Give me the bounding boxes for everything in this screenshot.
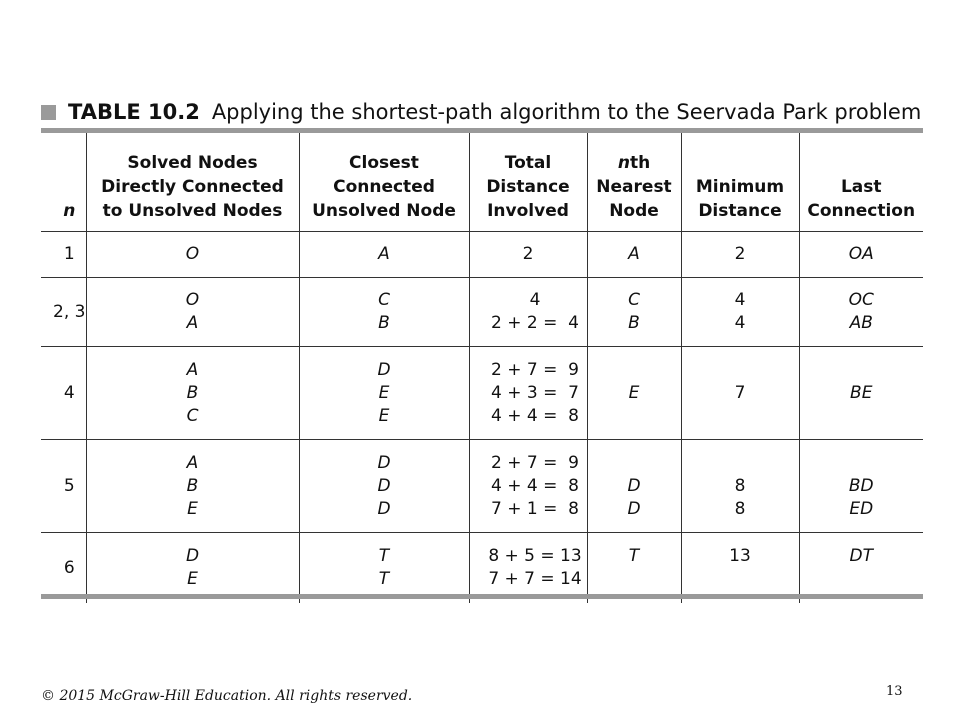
cell-min: [681, 232, 799, 278]
cell-min-lines: [682, 243, 799, 266]
cell-solved-value: O: [185, 244, 200, 264]
cell-closest-lines: [300, 452, 469, 521]
cell-solved-value: A: [186, 452, 199, 473]
cell-total: [469, 347, 587, 440]
header-closest-line: Unsolved Node: [312, 201, 456, 221]
cell-closest: [299, 278, 469, 347]
cell-total-lines: [484, 359, 587, 428]
cell-total-value: 8 + 5 = 13: [488, 546, 582, 566]
bottom-rule: [41, 594, 923, 599]
cell-nth-value: E: [628, 382, 640, 403]
cell-solved-lines: [87, 452, 299, 521]
header-nth-line: nth: [617, 153, 651, 173]
cell-closest-lines: [300, 289, 469, 335]
cell-n: 2, 3: [41, 278, 86, 347]
cell-nth-lines: [588, 382, 681, 405]
header-solved-line: to Unsolved Nodes: [102, 201, 283, 221]
cell-nth-value: D: [627, 475, 641, 496]
header-row: [41, 133, 923, 232]
cell-last: [799, 347, 923, 440]
cell-solved-value: A: [186, 359, 199, 380]
cell-closest-value: D: [377, 452, 391, 473]
cell-last-value: DT: [849, 546, 873, 566]
cell-closest: [299, 232, 469, 278]
cell-solved-value: E: [187, 498, 198, 519]
cell-last: [799, 440, 923, 533]
cell-solved-value: C: [186, 405, 199, 426]
cell-total: [469, 440, 587, 533]
cell-n: 6: [41, 533, 86, 604]
cell-n: 5: [41, 440, 86, 533]
cell-nth: [587, 347, 681, 440]
cell-closest-value: D: [377, 498, 391, 519]
header-closest-line: Closest: [349, 153, 419, 173]
cell-min-value: 4: [734, 313, 746, 333]
header-min-line: Minimum: [695, 177, 785, 197]
cell-n: 4: [41, 347, 86, 440]
cell-total-value: 4 + 3 = 7: [491, 382, 579, 403]
cell-closest: [299, 347, 469, 440]
cell-nth-value: C: [628, 290, 640, 310]
cell-nth-value: A: [628, 244, 640, 264]
cell-min-value: 8: [734, 498, 746, 519]
cell-solved: [86, 232, 299, 278]
cell-solved-lines: [87, 243, 299, 266]
cell-closest: [299, 533, 469, 604]
cell-solved-value: O: [185, 290, 200, 310]
cell-min-lines: [682, 289, 799, 335]
cell-closest-lines: [300, 545, 469, 591]
cell-last-value: BE: [850, 382, 873, 403]
cell-min: [681, 440, 799, 533]
cell-solved: [86, 347, 299, 440]
cell-min-lines: [682, 475, 799, 521]
table-body: [41, 232, 923, 604]
header-nth-italic-n: n: [617, 153, 630, 173]
cell-closest-value: A: [378, 244, 390, 264]
cell-nth: [587, 440, 681, 533]
cell-closest-lines: [300, 359, 469, 428]
header-min: [681, 133, 799, 232]
header-n: [41, 133, 86, 232]
cell-solved-value: D: [185, 546, 200, 566]
cell-total-value: 2: [522, 244, 534, 264]
cell-min: [681, 533, 799, 604]
page-number: 13: [886, 684, 903, 699]
header-n-line: n: [63, 201, 76, 221]
cell-nth-value: D: [627, 498, 641, 519]
cell-min-lines: [682, 382, 799, 405]
header-last-line: Last: [840, 177, 882, 197]
header-total-line: Involved: [487, 201, 569, 221]
header-total-line: Distance: [486, 177, 570, 197]
cell-n: 1: [41, 232, 86, 278]
cell-solved: [86, 533, 299, 604]
cell-last-lines: [800, 382, 924, 405]
cell-total-value: 4 + 4 = 8: [491, 405, 579, 426]
header-min-line: Distance: [698, 201, 782, 221]
cell-closest-value: T: [378, 546, 390, 566]
cell-solved-value: E: [187, 569, 198, 589]
cell-nth-value: T: [628, 546, 640, 566]
cell-closest-value: T: [378, 569, 390, 589]
cell-min-value: 7: [734, 382, 746, 403]
cell-closest-value: D: [377, 475, 391, 496]
table-row: [41, 278, 923, 347]
cell-solved-lines: [87, 359, 299, 428]
cell-closest-value: E: [378, 382, 390, 403]
cell-total-value: 4 + 4 = 8: [491, 475, 579, 496]
square-bullet-icon: [41, 105, 56, 120]
header-closest-line: Connected: [333, 177, 435, 197]
cell-solved: [86, 440, 299, 533]
table-row: [41, 440, 923, 533]
cell-total-lines: [484, 289, 587, 335]
cell-total-value: 7 + 1 = 8: [491, 498, 579, 519]
cell-solved-value: B: [186, 475, 199, 496]
cell-nth-value: B: [628, 313, 640, 333]
cell-total-lines: [484, 545, 587, 591]
cell-min-value: 4: [734, 290, 746, 310]
cell-total-value: 4: [529, 290, 541, 310]
cell-nth-lines: [588, 289, 681, 335]
cell-closest-value: D: [377, 359, 391, 380]
cell-closest: [299, 440, 469, 533]
cell-last-lines: [800, 475, 924, 521]
cell-last-value: AB: [849, 313, 873, 333]
cell-last: [799, 232, 923, 278]
cell-last-lines: [800, 289, 924, 335]
header-nth: [587, 133, 681, 232]
copyright-notice: © 2015 McGraw-Hill Education. All rights reserved.: [41, 688, 413, 704]
cell-total-value: 7 + 7 = 14: [488, 569, 582, 589]
cell-last-value: OC: [848, 290, 874, 310]
cell-nth-lines: [588, 475, 681, 521]
cell-total-value: 2 + 2 = 4: [491, 313, 579, 333]
table-row: [41, 232, 923, 278]
header-closest: [299, 133, 469, 232]
shortest-path-table: [41, 133, 923, 603]
cell-min: [681, 347, 799, 440]
cell-solved: [86, 278, 299, 347]
table-caption: Applying the shortest-path algorithm to the Seervada Park problem: [211, 100, 922, 124]
header-total-line: Total: [504, 153, 552, 173]
cell-min-value: 13: [729, 546, 751, 566]
cell-last-value: BD: [848, 475, 874, 496]
cell-closest-value: B: [378, 313, 390, 333]
cell-solved-lines: [87, 545, 299, 591]
cell-last: [799, 278, 923, 347]
cell-last-value: OA: [848, 244, 874, 264]
cell-last-lines: [800, 243, 924, 266]
cell-total-lines: [470, 243, 587, 266]
header-last: [799, 133, 923, 232]
cell-min-lines: [682, 545, 799, 568]
cell-nth: [587, 232, 681, 278]
header-solved-line: Directly Connected: [101, 177, 284, 197]
header-solved-line: Solved Nodes: [127, 153, 258, 173]
cell-closest-value: E: [378, 405, 390, 426]
cell-closest-lines: [300, 243, 469, 266]
header-nth-line: Nearest: [596, 177, 672, 197]
cell-total: [469, 278, 587, 347]
cell-solved-value: B: [186, 382, 199, 403]
cell-last-lines: [800, 545, 924, 568]
cell-min-value: 8: [734, 475, 746, 496]
cell-nth: [587, 278, 681, 347]
cell-total: [469, 533, 587, 604]
cell-total-value: 2 + 7 = 9: [491, 359, 579, 380]
cell-solved-value: A: [186, 313, 199, 333]
cell-nth-lines: [588, 243, 681, 266]
cell-min-value: 2: [734, 244, 746, 264]
cell-closest-value: C: [378, 290, 390, 310]
table-row: [41, 347, 923, 440]
cell-total: [469, 232, 587, 278]
cell-total-lines: [484, 452, 587, 521]
table-title-bar: [41, 96, 923, 128]
cell-last-value: ED: [849, 498, 874, 519]
header-total: [469, 133, 587, 232]
table-row: [41, 533, 923, 604]
header-last-line: Connection: [807, 201, 916, 221]
header-nth-line: Node: [609, 201, 659, 221]
cell-total-value: 2 + 7 = 9: [491, 452, 579, 473]
header-solved: [86, 133, 299, 232]
table-number: TABLE 10.2: [68, 100, 200, 124]
cell-nth-lines: [588, 545, 681, 568]
cell-min: [681, 278, 799, 347]
cell-nth: [587, 533, 681, 604]
cell-solved-lines: [87, 289, 299, 335]
cell-last: [799, 533, 923, 604]
